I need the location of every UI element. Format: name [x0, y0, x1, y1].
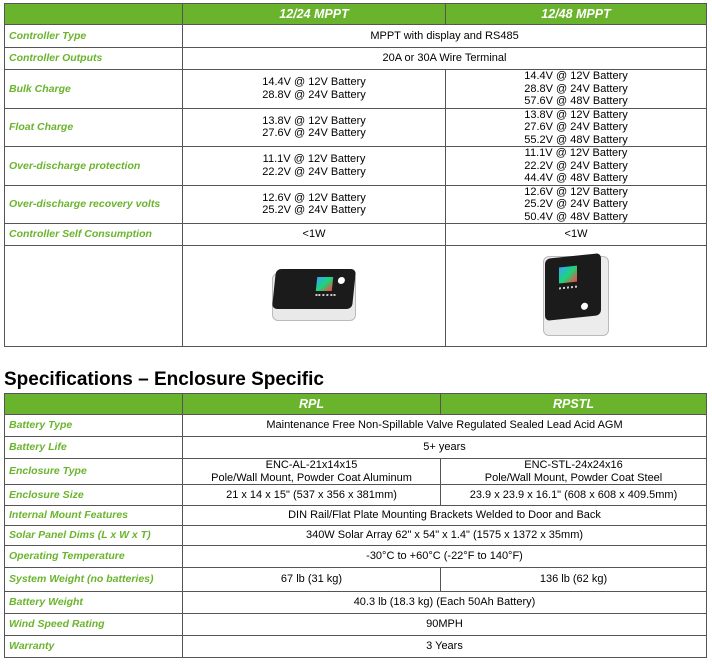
row-value: 3 Years: [183, 636, 707, 658]
charge-controller-image: [270, 267, 358, 325]
row-label: Float Charge: [5, 108, 183, 147]
controller-image-12-24: [183, 246, 446, 347]
value-line: 50.4V @ 48V Battery: [524, 210, 628, 223]
table-row: [5, 614, 707, 636]
table-row: [5, 459, 707, 485]
row-label: Internal Mount Features: [5, 506, 183, 526]
row-value-col2: [441, 568, 707, 592]
value-line: 44.4V @ 48V Battery: [524, 172, 628, 184]
row-value: 5+ years: [183, 437, 707, 459]
row-label: Controller Type: [5, 25, 183, 48]
row-label: Solar Panel Dims (L x W x T): [5, 526, 183, 546]
value-line: 23.9 x 23.9 x 16.1" (608 x 608 x 409.5mm): [469, 488, 678, 501]
table-row: [5, 526, 707, 546]
table-row: [5, 506, 707, 526]
value-line: 67 lb (31 kg): [280, 573, 343, 586]
header-blank: [5, 394, 183, 415]
table-row: [5, 415, 707, 437]
controller-spec-table: [4, 3, 707, 347]
row-value-col1: [183, 108, 446, 147]
row-label: Over-discharge recovery volts: [5, 185, 183, 224]
row-label: Battery Life: [5, 437, 183, 459]
value-line: 12.6V @ 12V Battery: [524, 185, 628, 198]
row-value: 340W Solar Array 62" x 54" x 1.4" (1575 x 1372 x 35mm): [183, 526, 707, 546]
table-row: [5, 48, 707, 70]
row-label: Wind Speed Rating: [5, 614, 183, 636]
row-label: Controller Self Consumption: [5, 224, 183, 246]
value-line: 14.4V @ 12V Battery: [524, 70, 628, 82]
header-row: [5, 394, 707, 415]
device-image-row: [5, 246, 707, 347]
value-line: <1W: [302, 228, 326, 241]
row-label: System Weight (no batteries): [5, 568, 183, 592]
value-line: 27.6V @ 24V Battery: [524, 121, 628, 133]
table-row: [5, 636, 707, 658]
row-value-col1: [183, 568, 441, 592]
value-line: 55.2V @ 48V Battery: [524, 133, 628, 146]
table-row: [5, 546, 707, 568]
row-value-col2: [441, 459, 707, 485]
row-value: 40.3 lb (18.3 kg) (Each 50Ah Battery): [183, 592, 707, 614]
row-label: Battery Weight: [5, 592, 183, 614]
row-value-col2: [446, 185, 707, 224]
value-line: 25.2V @ 24V Battery: [262, 204, 366, 217]
value-line: 22.2V @ 24V Battery: [262, 165, 366, 178]
row-value-col1: [183, 459, 441, 485]
enclosure-spec-table: [4, 393, 707, 658]
row-value-col1: [183, 485, 441, 506]
row-label: Bulk Charge: [5, 70, 183, 109]
value-line: 27.6V @ 24V Battery: [262, 127, 366, 140]
table-row: [5, 25, 707, 48]
value-line: <1W: [564, 228, 588, 241]
row-value-col1: [183, 224, 446, 246]
row-label: Over-discharge protection: [5, 147, 183, 186]
value-line: 28.8V @ 24V Battery: [524, 82, 628, 95]
row-value-col1: [183, 70, 446, 109]
table-row: [5, 485, 707, 506]
controller-image-12-48: [446, 246, 707, 347]
value-line: 13.8V @ 12V Battery: [262, 114, 366, 127]
header-row: [5, 4, 707, 25]
row-value: MPPT with display and RS485: [183, 25, 707, 48]
row-label: Warranty: [5, 636, 183, 658]
header-blank: [5, 4, 183, 25]
row-value: 20A or 30A Wire Terminal: [183, 48, 707, 70]
table-row: [5, 224, 707, 246]
row-label: Battery Type: [5, 415, 183, 437]
table-row: [5, 108, 707, 147]
column-header: 12/48 MPPT: [446, 4, 707, 25]
empty-cell: [5, 246, 183, 347]
column-header: RPL: [183, 394, 441, 415]
value-line: 136 lb (62 kg): [539, 573, 608, 586]
section-title: Specifications – Enclosure Specific: [4, 369, 324, 390]
column-header: RPSTL: [441, 394, 707, 415]
row-value: -30°C to +60°C (-22°F to 140°F): [183, 546, 707, 568]
row-value-col2: [446, 224, 707, 246]
row-value-col2: [446, 70, 707, 109]
row-value: DIN Rail/Flat Plate Mounting Brackets Welded to Door and Back: [183, 506, 707, 526]
row-label: Controller Outputs: [5, 48, 183, 70]
table-row: [5, 185, 707, 224]
value-line: 11.1V @ 12V Battery: [262, 153, 366, 166]
row-value-col2: [441, 485, 707, 506]
row-value-col2: [446, 108, 707, 147]
row-value-col1: [183, 185, 446, 224]
table-row: [5, 70, 707, 109]
row-value: Maintenance Free Non-Spillable Valve Regulated Sealed Lead Acid AGM: [183, 415, 707, 437]
value-line: 25.2V @ 24V Battery: [524, 198, 628, 210]
value-line: 28.8V @ 24V Battery: [262, 88, 366, 101]
value-line: 13.8V @ 12V Battery: [524, 108, 628, 121]
row-value-col2: [446, 147, 707, 186]
value-line: 57.6V @ 48V Battery: [524, 95, 628, 107]
value-line: 11.1V @ 12V Battery: [524, 147, 628, 159]
row-value: 90MPH: [183, 614, 707, 636]
value-line: Pole/Wall Mount, Powder Coat Aluminum: [211, 471, 412, 484]
value-line: Pole/Wall Mount, Powder Coat Steel: [484, 471, 663, 484]
value-line: ENC-STL-24x24x16: [524, 459, 623, 471]
row-label: Enclosure Size: [5, 485, 183, 506]
value-line: 12.6V @ 12V Battery: [262, 191, 366, 204]
table-row: [5, 592, 707, 614]
table-row: [5, 147, 707, 186]
value-line: 21 x 14 x 15" (537 x 356 x 381mm): [226, 488, 397, 501]
value-line: 14.4V @ 12V Battery: [262, 76, 366, 89]
row-label: Enclosure Type: [5, 459, 183, 485]
value-line: ENC-AL-21x14x15: [265, 459, 358, 471]
row-label: Operating Temperature: [5, 546, 183, 568]
table-row: [5, 568, 707, 592]
table-row: [5, 437, 707, 459]
column-header: 12/24 MPPT: [183, 4, 446, 25]
row-value-col1: [183, 147, 446, 186]
charge-controller-image: [539, 252, 613, 340]
value-line: 22.2V @ 24V Battery: [524, 159, 628, 172]
